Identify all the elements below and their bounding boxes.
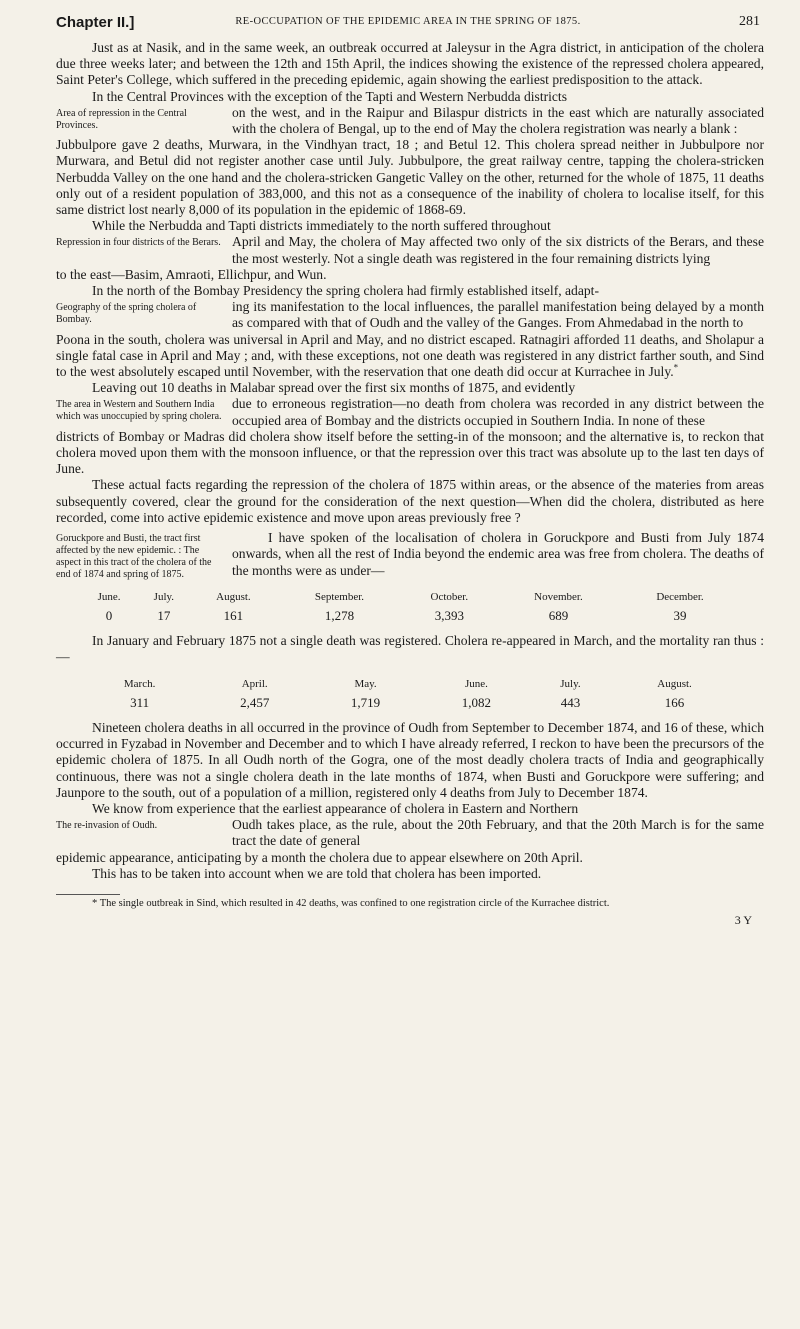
paragraph-central-provinces-lead: In the Central Provinces with the exception of the Tapti and Western Nerbudda districts xyxy=(92,88,567,104)
table-1874-cell: 0 xyxy=(105,607,113,623)
section-berars xyxy=(56,234,764,266)
table-1874-header: August. xyxy=(216,590,251,603)
paragraph-berars-lead: While the Nerbudda and Tapti districts immediately to the north suffered throughout xyxy=(92,218,551,234)
section-central-provinces xyxy=(56,104,764,137)
table-1875-header: April. xyxy=(241,677,268,690)
table-1875-cell: 1,719 xyxy=(350,694,381,710)
paragraph-central-provinces-side: on the west, and in the Raipur and Bilaspur districts in the east which are naturally associated with the cholera of Bengal, up to the end of May the cholera registration was nearly a blank : xyxy=(232,104,764,137)
margin-note-berars: Repression in four districts of the Berars. xyxy=(56,237,221,249)
paragraph-goruckpore: I have spoken of the localisation of cholera in Goruckpore and Busti from July 1874 onwards, when all the rest of India beyond the endemic area was free from cholera. The deaths of the months were as under— xyxy=(232,530,764,578)
page-header xyxy=(56,14,760,36)
table-1874-header: September. xyxy=(314,590,365,603)
table-1875-header: June. xyxy=(464,677,488,690)
table-1875-header: March. xyxy=(123,677,156,690)
section-oudh xyxy=(56,817,764,849)
table-1875-cell: 166 xyxy=(664,694,685,710)
section-bombay xyxy=(56,299,764,331)
paragraph-malabar-rest: districts of Bombay or Madras did cholera show itself before the setting-in of the monsoon; and the alternative is, to reckon that cholera moved upon them with the monsoon influence, or that the repression over this tract was absolute up to the last ten days of June. xyxy=(56,428,764,477)
table-1874-header: June. xyxy=(97,590,121,603)
paragraph-oudh-lead: We know from experience that the earliest appearance of cholera in Eastern and Northern xyxy=(92,800,579,816)
paragraph-malabar-side: due to erroneous registration—no death from cholera was recorded in any district between the occupied area of Bombay and the districts occupied in Southern India. In none of these xyxy=(232,396,764,428)
paragraph-oudh-deaths: Nineteen cholera deaths in all occurred in the province of Oudh from September to December 1874, and 16 of these, which occurred in Fyzabad in November and December and to which I have already referred, I reckon to have been the precursors of the epidemic cholera of 1875. In all Oudh north of the Gogra, one of the most deadly cholera tracts of India and geographically continuous, there was not a single cholera death in the late months of 1874, when Busti and Goruckpore were suffering; and Jaunpore to the south, out of a population of a million, registered only 4 deaths from July to December 1874. xyxy=(56,719,764,800)
paragraph-import: This has to be taken into account when we are told that cholera has been imported. xyxy=(92,865,542,881)
table-1874-cell: 161 xyxy=(223,607,244,623)
page-number: 281 xyxy=(739,14,760,29)
paragraph-berars-side: April and May, the cholera of May affected two only of the six districts of the Berars, and these the most westerly. Not a single death was registered in the four remaining districts lying xyxy=(232,234,764,266)
footnote-rule xyxy=(56,894,120,895)
paragraph-question: These actual facts regarding the repression of the cholera of 1875 within areas, or the absence of the materies from areas subsequently covered, clear the ground for the consideration of the next question—When did the cholera, distributed as here recorded, come into active epidemic existence and move upon areas previously free ? xyxy=(56,477,764,525)
table-1875-header: May. xyxy=(354,677,377,690)
paragraph-berars-rest: to the east—Basim, Amraoti, Ellichpur, and Wun. xyxy=(56,266,327,282)
footnote-mark: * xyxy=(92,897,98,909)
table-deaths-1874 xyxy=(80,589,740,624)
paragraph-oudh-side: Oudh takes place, as the rule, about the 20th February, and that the 20th March is for the same tract the date of general xyxy=(232,817,764,849)
margin-note-bombay: Geography of the spring cholera of Bombay. xyxy=(56,302,197,326)
table-1874-cell: 689 xyxy=(548,607,569,623)
table-1875-header: August. xyxy=(657,677,692,690)
table-1874-header: July. xyxy=(153,590,175,603)
paragraph-bombay-rest xyxy=(56,332,764,381)
table-1874-cell: 1,278 xyxy=(324,607,355,623)
footnote xyxy=(56,898,764,911)
margin-note-central-provinces: Area of repression in the Central Provinces. xyxy=(56,107,187,131)
paragraph-bombay-side: ing its manifestation to the local influences, the parallel manifestation being delayed by a month as compared with that of Oudh and the valley of the Ganges. From Ahmedabad in the north to xyxy=(232,299,764,331)
table-1875-cell: 2,457 xyxy=(240,694,270,710)
table-deaths-1875 xyxy=(80,676,740,711)
footnote-reference[interactable]: * xyxy=(673,362,679,373)
table-1874-cell: 39 xyxy=(673,607,687,623)
table-1874-cell: 3,393 xyxy=(434,607,464,623)
signature-mark: 3 Y xyxy=(734,913,752,928)
table-1874-header: November. xyxy=(534,590,583,603)
table-1875-cell: 1,082 xyxy=(461,694,492,710)
paragraph-agra: Just as at Nasik, and in the same week, an outbreak occurred at Jaleysur in the Agra district, in anticipation of the cholera due three weeks later; and between the 12th and 15th April, the indices showing the existence of the repressed cholera appeared, Saint Peter's College, which suffered in the preceding epidemic, again showing the earliest predisposition to the attack. xyxy=(56,40,764,88)
table-1874-header: December. xyxy=(656,590,704,603)
paragraph-1875-reappearance: In January and February 1875 not a single death was registered. Cholera re-appeared in March, and the mortality ran thus :— xyxy=(56,633,764,665)
paragraph-malabar-lead: Leaving out 10 deaths in Malabar spread over the first six months of 1875, and evidently xyxy=(92,380,576,396)
page-body xyxy=(56,40,764,929)
section-southern-india xyxy=(56,396,764,428)
table-1874-cell: 17 xyxy=(157,607,171,623)
running-title: RE-OCCUPATION OF THE EPIDEMIC AREA IN THE SPRING OF 1875. xyxy=(235,16,581,27)
chapter-label: Chapter II.] xyxy=(56,14,135,31)
margin-note-oudh: The re-invasion of Oudh. xyxy=(56,820,158,832)
table-1875-cell: 311 xyxy=(130,694,150,710)
margin-note-goruckpore: Goruckpore and Busti, the tract first affected by the new epidemic. : The aspect in this tract of the cholera of the end of 1874 and spring of 1875. xyxy=(56,533,212,581)
paragraph-central-provinces-rest: Jubbulpore gave 2 deaths, Murwara, in the Vindhyan tract, 18 ; and Betul 12. This cholera spread neither in Jubbulpore nor Murwara, and Betul did not register another case until July. Jubbulpore, the great railway centre, tapping the cholera-stricken Nerbudda Valley on the one hand and the cholera-stricken Gangetic Valley on the other, returned for the whole of 1875, 11 deaths only out of a resident population of 383,000, and this not as a consequence of the inability of cholera to localise itself, for this same district lost nearly 8,000 of its population in the epidemic of 1868-69. xyxy=(56,137,764,218)
footnote-text: The single outbreak in Sind, which resulted in 42 deaths, was confined to one registration circle of the Kurrachee district. xyxy=(99,897,610,909)
paragraph-bombay-rest-text: Poona in the south, cholera was universal in April and May, and no district escaped. Ratnagiri afforded 11 deaths, and Sholapur a single fatal case in April and May ; and, with these exceptions, not one death was registered in any district farther south, and Sind to the west absolutely escaped until November, with the reservation that one death did occur at Kurrachee in July. xyxy=(56,331,764,380)
paragraph-bombay-lead: In the north of the Bombay Presidency the spring cholera had firmly established itself, adapt- xyxy=(92,283,599,299)
table-1875-header: July. xyxy=(560,677,581,690)
paragraph-oudh-rest: epidemic appearance, anticipating by a month the cholera due to appear elsewhere on 20th April. xyxy=(56,849,583,865)
section-goruckpore xyxy=(56,530,764,581)
margin-note-southern-india: The area in Western and Southern India which was unoccupied by spring cholera. xyxy=(56,399,222,423)
table-1875-cell: 443 xyxy=(560,694,581,710)
table-1874-header: October. xyxy=(430,590,469,603)
